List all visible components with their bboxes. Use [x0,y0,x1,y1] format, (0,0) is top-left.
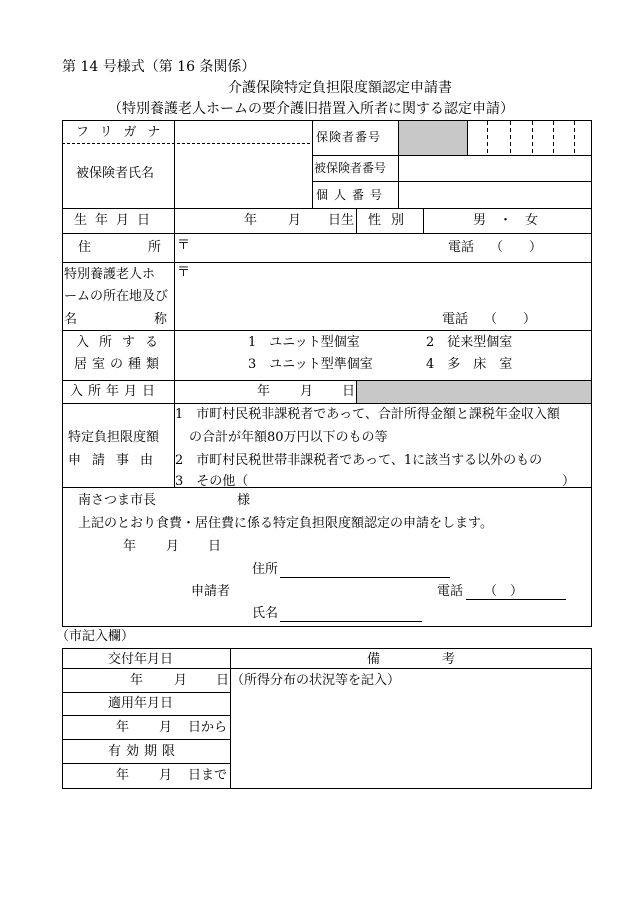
reason-1-line-2: の合計が年額80万円以下のもの等 [189,430,388,445]
issue-day: 日 [216,673,230,688]
form-subtitle: （特別養護老人ホームの要介護旧措置入所者に関する認定申請） [108,101,514,117]
room-option-2: 2 従来型個室 [426,335,513,350]
apply-day: 日から [188,720,228,735]
admission-year: 年 [257,384,271,399]
admission-month: 月 [300,384,314,399]
declarant-phone-parens: （ ） [484,584,524,599]
facility-label-4: 称 [154,312,168,327]
facility-label-2: ームの所在地及び [64,289,169,304]
declarant-phone-label: 電話 [437,584,464,599]
declarant-name-label: 氏名 [252,606,279,621]
room-option-4: 4 多 床 室 [426,357,513,372]
declaration-statement: 上記のとおり食費・居住費に係る特定負担限度額認定の申請をします。 [78,516,493,531]
sex-label: 性別 [368,213,415,228]
form-number: 第 14 号様式（第 16 条関係） [62,59,256,75]
apply-year: 年 [116,720,130,735]
room-option-3: 3 ユニット型準個室 [248,357,373,372]
address-label-1: 住 [78,240,92,255]
declarant-phone-field[interactable] [466,599,566,600]
reason-label-1: 特定負担限度額 [68,430,160,445]
furigana-label: フリガナ [76,125,172,140]
birthdate-label: 生年月日 [74,213,159,228]
expiry-month: 月 [159,768,173,783]
room-option-1: 1 ユニット型個室 [248,335,360,350]
room-label-1: 入所する [76,335,169,350]
reason-1-line-1: 1 市町村民税非課税者であって、合計所得金額と課税年金収入額 [175,407,560,422]
form-title: 介護保険特定負担限度額認定申請書 [228,80,452,96]
insurer-number-label: 保険者番号 [316,130,382,144]
declarant-name-field[interactable] [280,621,422,622]
facility-label-3: 名 [64,312,78,327]
apply-month: 月 [159,720,173,735]
birthdate-month: 月 [288,213,302,228]
expiry-day: 日まで [188,768,228,783]
personal-number-label: 個人番号 [316,188,389,202]
declarant-address-field[interactable] [280,577,450,578]
birthdate-day: 日生 [328,213,355,228]
facility-phone-label: 電話 [442,312,469,327]
apply-date-label: 適用年月日 [108,696,174,711]
applicant-label: 申請者 [191,584,231,599]
facility-phone-parens: （ ） [484,312,537,327]
issue-month: 月 [174,673,188,688]
declarant-address-label: 住所 [252,562,279,577]
admission-label: 入所年月日 [70,384,161,399]
reason-2: 2 市町村民税世帯非課税者であって、1に該当する以外のもの [175,453,543,468]
reason-label-2: 申請事由 [68,453,165,468]
postal-mark: 〒 [177,238,191,253]
birthdate-year: 年 [244,213,258,228]
expiry-year: 年 [116,768,130,783]
address-phone-parens: （ ） [490,240,543,255]
remarks-label-2: 考 [442,652,456,667]
insured-name-label: 被保険者氏名 [76,166,155,181]
insured-number-label: 被保険者番号 [314,161,387,175]
office-use-heading: （市記入欄） [56,629,135,644]
remarks-label-1: 備 [367,652,381,667]
issue-date-label: 交付年月日 [108,652,174,667]
facility-postal-mark: 〒 [177,265,191,280]
reason-3-close: ） [562,474,576,489]
sex-options: 男 ・ 女 [473,213,539,228]
address-label-2: 所 [148,240,162,255]
address-phone-label: 電話 [448,240,475,255]
addressee: 南さつま市長 [78,493,157,508]
facility-label-1: 特別養護老人ホ [64,267,156,282]
admission-day: 日 [342,384,356,399]
declaration-year: 年 [123,539,137,554]
remarks-note: （所得分布の状況等を記入） [231,673,401,688]
reason-3: 3 その他（ [175,474,249,489]
room-label-2: 居室の種類 [74,357,165,372]
declaration-day: 日 [208,539,222,554]
issue-year: 年 [130,673,144,688]
expiry-label: 有効期限 [108,744,181,759]
honorific: 様 [237,493,251,508]
declaration-month: 月 [166,539,180,554]
